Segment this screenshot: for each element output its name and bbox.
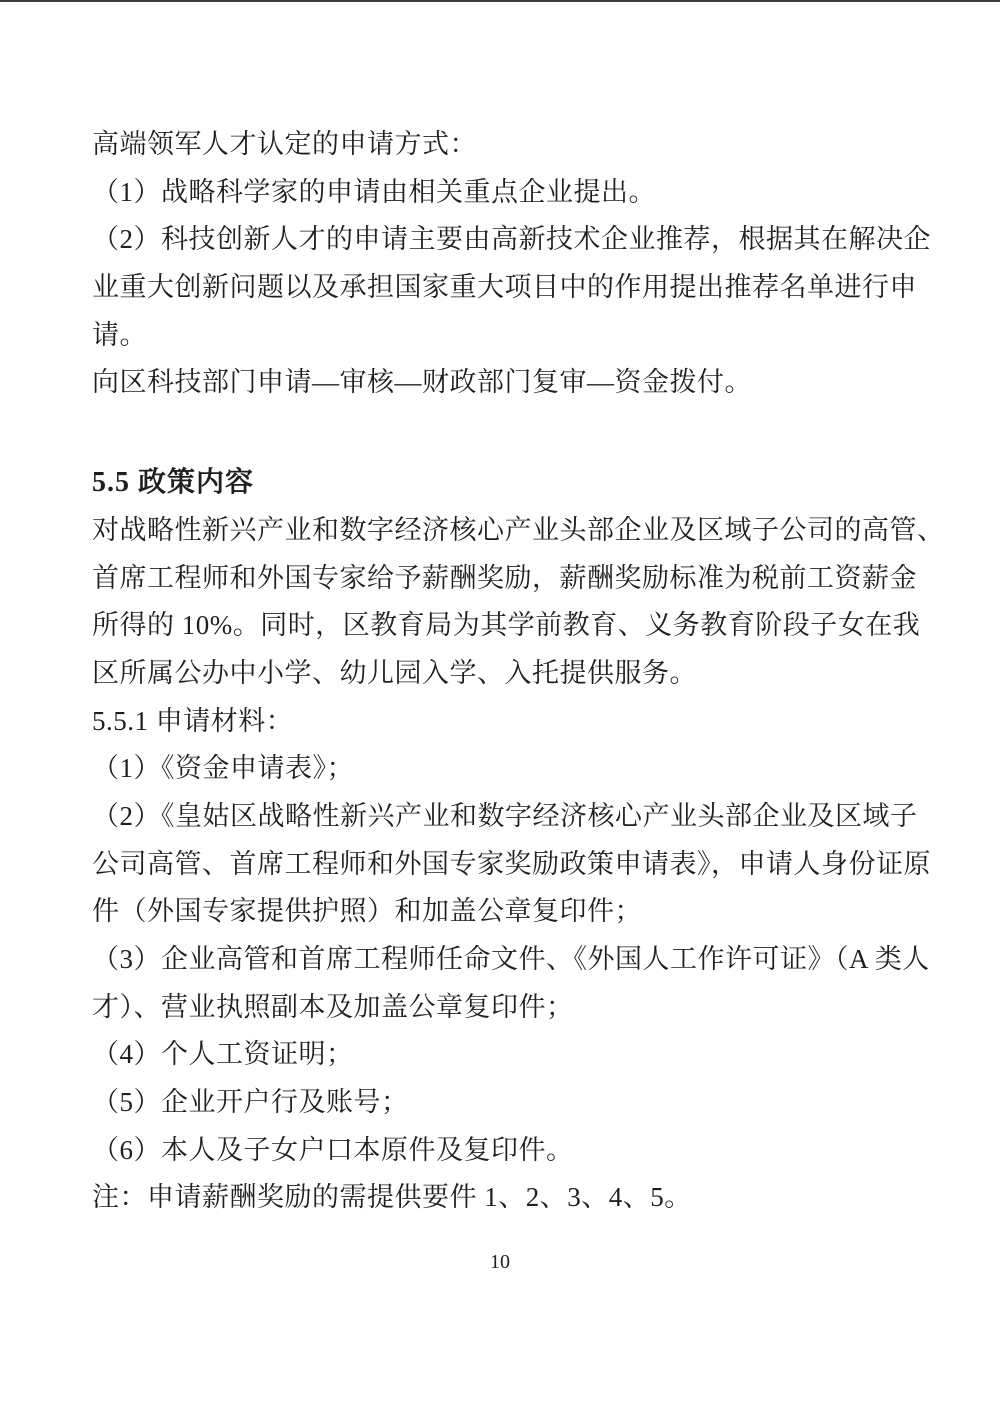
text-line-material-3-end: 才）、营业执照副本及加盖公章复印件；	[92, 991, 574, 1022]
subsection-heading-5-5-1: 5.5.1 申请材料：	[92, 705, 294, 736]
scan-artifact-top-line	[0, 0, 1000, 2]
text-line-item-1: （1）战略科学家的申请由相关重点企业提出。	[92, 176, 656, 207]
text-line-material-3: （3）企业高管和首席工程师任命文件、《外国人工作许可证》（A 类人	[92, 944, 930, 974]
text-line-item-2-end: 请。	[92, 319, 147, 350]
text-line-intro: 高端领军人才认定的申请方式：	[92, 129, 477, 159]
text-line-item-2: （2）科技创新人才的申请主要由高新技术企业推荐，根据其在解决企	[92, 224, 931, 255]
text-line-material-2: （2）《皇姑区战略性新兴产业和数字经济核心产业头部企业及区域子	[92, 800, 918, 831]
text-line-policy-3: 所得的 10%。同时，区教育局为其学前教育、义务教育阶段子女在我	[92, 610, 921, 641]
text-line-item-2-cont: 业重大创新问题以及承担国家重大项目中的作用提出推荐名单进行申	[92, 272, 917, 303]
text-line-policy-2: 首席工程师和外国专家给予薪酬奖励，薪酬奖励标准为税前工资薪金	[92, 562, 917, 593]
text-line-material-4: （4）个人工资证明；	[92, 1039, 354, 1070]
text-line-policy-4: 区所属公办中小学、幼儿园入学、入托提供服务。	[92, 657, 697, 688]
text-line-material-2-end: 件（外国专家提供护照）和加盖公章复印件；	[92, 896, 642, 927]
text-line-policy-1: 对战略性新兴产业和数字经济核心产业头部企业及区域子公司的高管、	[92, 514, 945, 545]
document-body	[92, 121, 945, 1222]
text-line-material-5: （5）企业开户行及账号；	[92, 1087, 409, 1118]
text-line-note: 注：申请薪酬奖励的需提供要件 1、2、3、4、5。	[92, 1182, 692, 1213]
text-line-material-6: （6）本人及子女户口本原件及复印件。	[92, 1134, 574, 1165]
section-heading-5-5: 5.5 政策内容	[92, 467, 255, 499]
text-line-material-2-cont: 公司高管、首席工程师和外国专家奖励政策申请表》，申请人身份证原	[92, 848, 931, 879]
text-line-process: 向区科技部门申请—审核—财政部门复审—资金拨付。	[92, 367, 752, 398]
page-number: 10	[490, 1251, 510, 1273]
text-line-material-1: （1）《资金申请表》；	[92, 753, 354, 784]
